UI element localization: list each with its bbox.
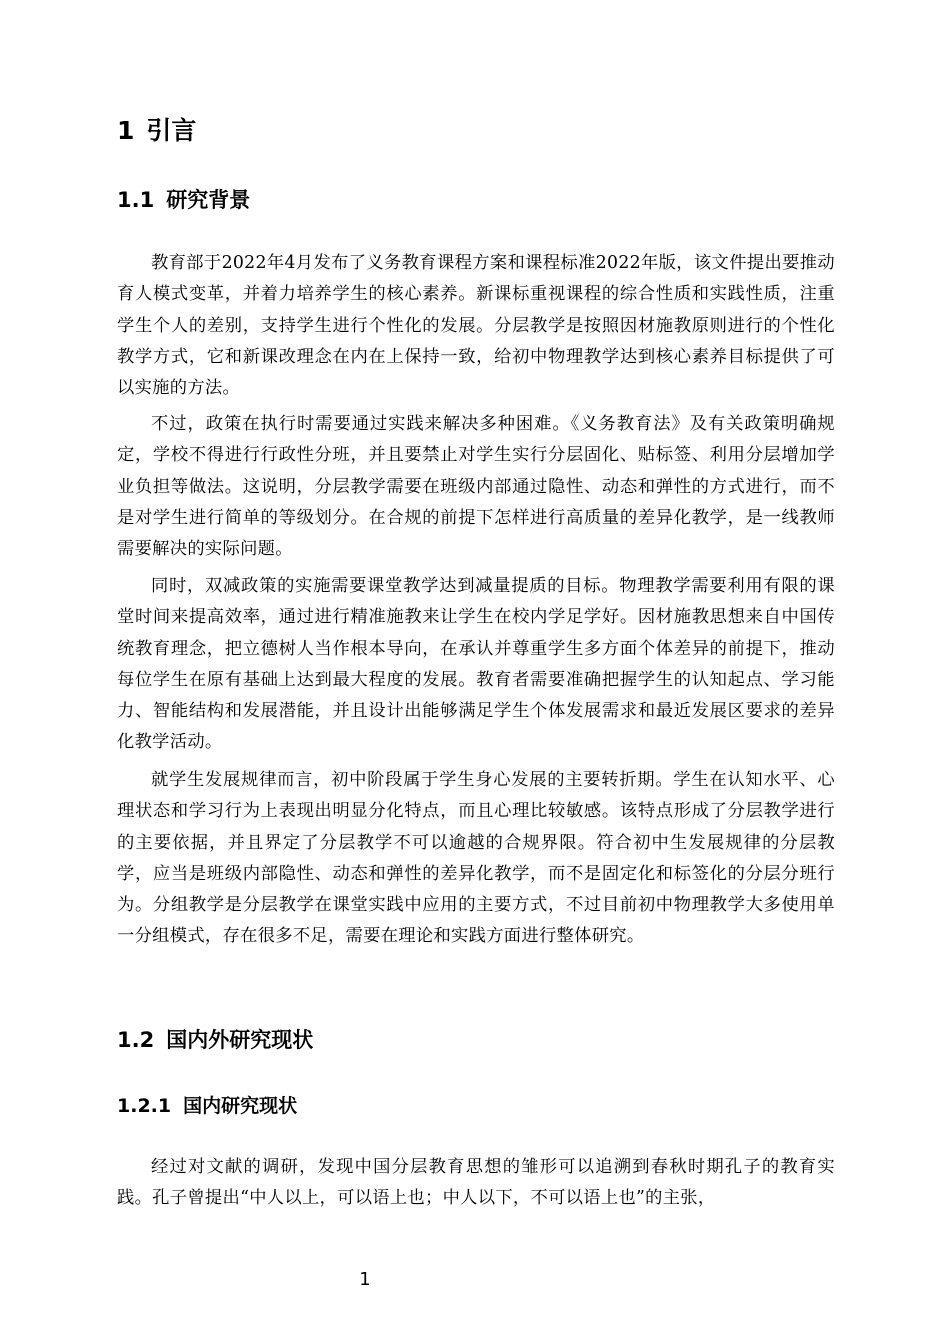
section-title: 国内外研究现状 [166,1028,314,1052]
chapter-number: 1 [117,116,135,145]
section-heading-1-2 [117,1024,313,1056]
paragraph: 经过对文献的调研，发现中国分层教育思想的雏形可以追溯到春秋时期孔子的教育实践。孔子曾提出“中人以上，可以语上也；中人以下，不可以语上也”的主张， [117,1157,835,1209]
chapter-heading [117,113,196,149]
paragraph: 同时，双减政策的实施需要课堂教学达到减量提质的目标。物理教学需要利用有限的课堂时间来提高效率，通过进行精准施教来让学生在校内学足学好。因材施教思想来自中国传统教育理念，把立德树人当作根本导向，在承认并尊重学生多方面个体差异的前提下，推动每位学生在原有基础上达到最大程度的发展。教育者需要准确把握学生的认知起点、学习能力、智能结构和发展潜能，并且设计出能够满足学生个体发展需求和最近发展区要求的差异化教学活动。 [117,576,835,753]
subsection-number: 1.2.1 [117,1095,172,1117]
paragraph: 就学生发展规律而言，初中阶段属于学生身心发展的主要转折期。学生在认知水平、心理状态和学习行为上表现出明显分化特点，而且心理比较敏感。该特点形成了分层教学进行的主要依据，并且界定了分层教学不可以逾越的合规界限。符合初中生发展规律的分层教学，应当是班级内部隐性、动态和弹性的差异化教学，而不是固定化和标签化的分层分班行为。分组教学是分层教学在课堂实践中应用的主要方式，不过目前初中物理教学大多使用单一分组模式，存在很多不足，需要在理论和实践方面进行整体研究。 [117,770,835,947]
paragraph: 教育部于2022年4月发布了义务教育课程方案和课程标准2022年版，该文件提出要推动育人模式变革，并着力培养学生的核心素养。新课标重视课程的综合性质和实践性质，注重学生个人的差别，支持学生进行个性化的发展。分层教学是按照因材施教原则进行的个性化教学方式，它和新课改理念在内在上保持一致，给初中物理教学达到核心素养目标提供了可以实施的方法。 [117,253,835,399]
chapter-title: 引言 [146,116,197,145]
section-number: 1.1 [117,188,155,212]
section-heading-1-1 [117,184,250,216]
subsection-heading-1-2-1 [117,1091,297,1121]
section-number: 1.2 [117,1028,155,1052]
page-number: 1 [359,1269,371,1290]
section-title: 研究背景 [166,188,251,212]
subsection-title: 国内研究现状 [183,1095,298,1117]
paragraph: 不过，政策在执行时需要通过实践来解决多种困难。《义务教育法》及有关政策明确规定，学校不得进行行政性分班，并且要禁止对学生实行分层固化、贴标签、利用分层增加学业负担等做法。这说明，分层教学需要在班级内部通过隐性、动态和弹性的方式进行，而不是对学生进行简单的等级划分。在合规的前提下怎样进行高质量的差异化教学，是一线教师需要解决的实际问题。 [117,414,835,560]
